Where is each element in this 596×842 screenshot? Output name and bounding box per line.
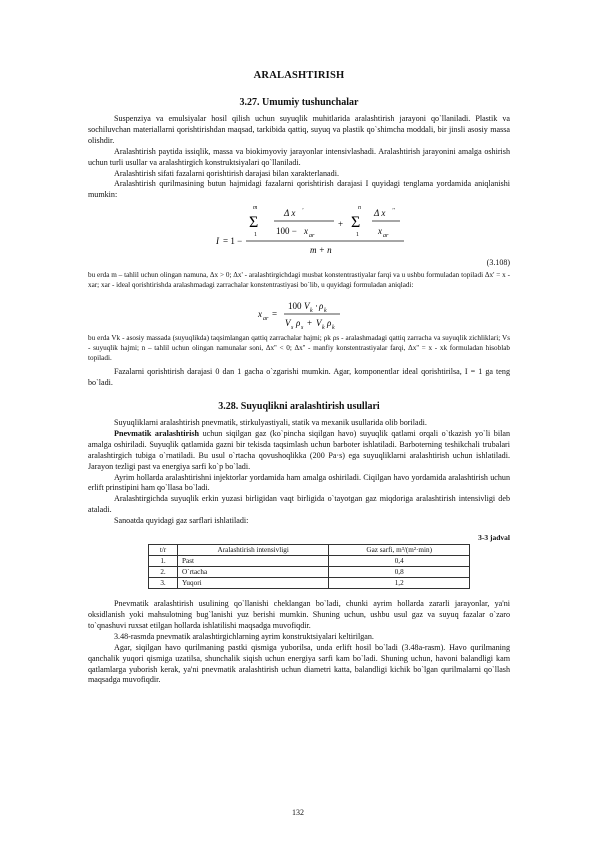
svg-text:m + n: m + n: [310, 245, 332, 256]
equation-number: (3.108): [486, 258, 510, 268]
svg-text:ar: ar: [383, 233, 389, 240]
paragraph: [88, 429, 510, 473]
svg-text:ar: ar: [263, 316, 269, 323]
svg-text:100 −: 100 −: [276, 226, 297, 237]
svg-text:·: ·: [315, 301, 318, 312]
paragraph: Aralashtirish sifati fazalarni qorishtirish darajasi bilan xarakterlanadi.: [114, 168, 339, 178]
svg-text:'': '': [392, 208, 395, 215]
section-heading-3-27: 3.27. Umumiy tushunchalar: [239, 97, 359, 108]
equation-xar-graphic: [88, 290, 510, 334]
svg-text:Σ: Σ: [351, 214, 361, 232]
svg-text:x: x: [304, 226, 308, 237]
svg-text:k: k: [310, 308, 313, 315]
svg-text:x: x: [258, 309, 262, 320]
equation-xar: [88, 290, 510, 334]
svg-text:V: V: [304, 301, 310, 312]
svg-text:s: s: [291, 325, 294, 332]
svg-text:k: k: [332, 325, 335, 332]
svg-text:+: +: [307, 318, 313, 329]
svg-text:1: 1: [254, 232, 257, 239]
equation-3-108: [88, 201, 510, 271]
page-number: 132: [292, 808, 304, 817]
table-header: Gaz sarfi, m³/(m²·min): [329, 545, 470, 556]
paragraph: Suyuqliklarni aralashtirish pnevmatik, stirkulyastiyali, statik va mexanik usullarida olib boriladi.: [114, 418, 427, 428]
svg-text:ρ: ρ: [327, 318, 332, 329]
paragraph: bu erda Vk - asosiy massada (suyuqlikda) taqsimlangan qattiq zarrachalar hajmi; ρk ρs - aralashmadagi qattiq zarracha va suyuqlik zichliklari; Vs - suyuqlik hajmi; n – tahlil uchun olingan namunalar soni, Δx'' < 0; Δx'' - manfiy konstentrastiyalar farqi, Δx'' = x - xk formuladan hisoblab topiladi.: [88, 334, 510, 362]
chapter-title: ARALASHTIRISH: [253, 70, 345, 81]
svg-text:': ': [302, 208, 304, 215]
paragraph: Fazalarni qorishtirish darajasi 0 dan 1 gacha o`zgarishi mumkin. Agar, komponentlar ideal qorishtirilsa, I = 1 ga teng bo`ladi.: [88, 367, 510, 388]
svg-text:k: k: [322, 325, 325, 332]
paragraph: 3.48-rasmda pnevmatik aralashtirgichlarning ayrim konstruktsiyalari keltirilgan.: [114, 631, 374, 641]
bold-term: Pnevmatik aralashtirish: [114, 428, 199, 438]
svg-text:n: n: [358, 205, 361, 212]
table-row: [149, 556, 470, 567]
svg-text:V: V: [316, 318, 322, 329]
svg-text:I: I: [216, 236, 219, 247]
paragraph: Agar, siqilgan havo qurilmaning pastki qismiga yuborilsa, unda erlift hosil bo`ladi (3.48a-rasm). Havo qurilmaning qanchalik yuqori qismiga uzatilsa, shunchalik siqish uchun energiya sarfi kam bo`ladi. Shuning uchun, havoni balandligi kam qatlamlarga yuborish kerak, ya'ni pnevmatik aralashtirish uchun diametri katta, balandligi kichik bo`lgan qurilmalarni qo`llash maqsadga muvofiqdir.: [88, 642, 510, 685]
table-cell: 1.: [149, 556, 178, 567]
table-cell: 1,2: [329, 578, 470, 589]
section-heading-3-28: 3.28. Suyuqlikni aralashtirish usullari: [218, 401, 380, 413]
paragraph: Aralashtirish paytida issiqlik, massa va biokimyoviy jarayonlar intensivlashadi. Aralashtirish jarayonini amalga oshirish uchun turli usullar va aralashtirgich konstruktsiyalari qo`llaniladi.: [88, 146, 510, 167]
paragraph: Ayrim hollarda aralashtirishni injektorlar yordamida ham amalga oshiriladi. Ciqilgan havo yordamida aralashtirish uchun erlift prinstipini ham qo`llasa bo`ladi.: [88, 472, 510, 493]
svg-text:x: x: [378, 226, 382, 237]
svg-text:ρ: ρ: [296, 318, 301, 329]
svg-text:V: V: [285, 318, 291, 329]
table-cell: 0,8: [329, 567, 470, 578]
table-cell: 3.: [149, 578, 178, 589]
table-header-row: [149, 545, 470, 556]
svg-text:ρ: ρ: [319, 301, 324, 312]
table-row: [149, 578, 470, 589]
paragraph: Aralashtirgichda suyuqlik erkin yuzasi birligidan vaqt birligida o`tayotgan gaz miqdoriga aralashtirish intensivligi deb ataladi.: [88, 494, 510, 515]
svg-text:= 1 −: = 1 −: [223, 236, 243, 247]
table-header: t/r: [149, 545, 178, 556]
equation-3-108-graphic: [88, 201, 510, 271]
svg-text:m: m: [253, 205, 258, 212]
svg-text:+: +: [338, 219, 344, 230]
table-cell: Yuqori: [178, 578, 329, 589]
svg-text:1: 1: [356, 232, 359, 239]
table-cell: 2.: [149, 567, 178, 578]
table-row: [149, 567, 470, 578]
paragraph: Aralashtirish qurilmasining butun hajmidagi fazalarni qorishtirish darajasi I quyidagi tenglama yordamida aniqlanishi mumkin:: [88, 179, 510, 200]
paragraph: Pnevmatik aralashtirish usulining qo`llanishi cheklangan bo`ladi, chunki ayrim hollarda zararli jarayonlar, ya'ni oksidlanish yoki mahsulotning bug`lanishi yuz berishi mumkin. Shuning uchun, ushbu usul gaz va suyuq fazalar o`zaro to`qnashuvi ruxsat etilgan hollarda ishlatilishi maqsadga muvofiqdir.: [88, 599, 510, 630]
svg-text:Δ x: Δ x: [284, 208, 296, 219]
page-body: [88, 70, 510, 686]
svg-text:100: 100: [288, 301, 302, 312]
table-cell: 0,4: [329, 556, 470, 567]
table-caption: 3-3 jadval: [478, 533, 510, 543]
svg-text:k: k: [324, 308, 327, 315]
table-cell: O`rtacha: [178, 567, 329, 578]
svg-text:s: s: [301, 325, 304, 332]
svg-text:ar: ar: [309, 233, 315, 240]
paragraph-text: uchun siqilgan gaz (ko`pincha siqilgan havo) suyuqlik qatlami orqali o`tkazish yo`li bilan amalga oshiriladi. Suyuqlik qatlamida gazni bir tekisda taqsimlash uchun barboter ishlatiladi. Barboterning teshikchali trubalari aralashtirgich tubiga o`rnatiladi. Bu usul o`rtacha qovushoqlikka (200 Pa·s) ega suyuqliklarni aralashtirish uchun ishlatiladi. Jarayon tezligi past va energiya sarfi ko`p bo`ladi.: [88, 428, 510, 471]
table-header: Aralashtirish intensivligi: [178, 545, 329, 556]
paragraph: bu erda m – tahlil uchun olingan namuna, Δx > 0; Δx' - aralashtirgichdagi musbat konstentrastiyalar farqi va u ushbu formuladan topiladi Δx' = x - xar; xar - ideal qorishtirishda aralashmadagi zarrachalar konstentrastiyasi bo`lib, u quyidagi formuladan aniqladi:: [88, 271, 510, 289]
gas-consumption-table: [148, 544, 470, 589]
svg-text:=: =: [272, 309, 278, 320]
paragraph: Suspenziya va emulsiyalar hosil qilish uchun suyuqlik muhitlarida aralashtirish jarayoni qo`llaniladi. Plastik va sochiluvchan materiallarni qorishtirishdan maqsad, tarkibida qattiq, suyuq va plastik qo`shimcha moddali, bir jinsli asosiy massa olishdir.: [88, 114, 510, 145]
paragraph: Sanoatda quyidagi gaz sarflari ishlatiladi:: [114, 516, 249, 526]
table-cell: Past: [178, 556, 329, 567]
svg-text:Δ x: Δ x: [374, 208, 386, 219]
svg-text:Σ: Σ: [249, 214, 259, 232]
